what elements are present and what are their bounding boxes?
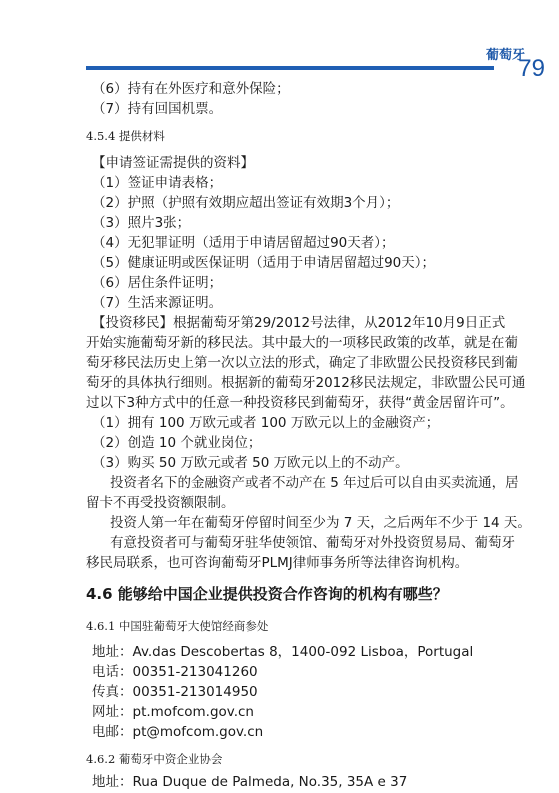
paragraph-line: 移民局联系，也可咨询葡萄牙PLMJ律师事务所等法律咨询机构。 xyxy=(86,555,469,571)
list-item: （2）创造 10 个就业岗位； xyxy=(92,435,262,451)
list-item: （6）居住条件证明； xyxy=(92,275,223,291)
list-item: （7）生活来源证明。 xyxy=(92,295,223,311)
section-heading-4-6-1: 4.6.1 中国驻葡萄牙大使馆经商参处 xyxy=(86,619,269,633)
header-rule xyxy=(86,66,494,70)
list-item: （1）拥有 100 万欧元或者 100 万欧元以上的金融资产； xyxy=(92,415,440,431)
investment-paragraph-line: 过以下3种方式中的任意一种投资移民到葡萄牙，获得“黄金居留许可”。 xyxy=(86,395,514,411)
page-number: 79 xyxy=(518,55,545,82)
contact-website: 网址：pt.mofcom.gov.cn xyxy=(92,704,254,720)
list-item: （3）照片3张； xyxy=(92,215,191,231)
investment-paragraph-line: 【投资移民】根据葡萄牙第29/2012号法律，从2012年10月9日正式 xyxy=(92,315,506,331)
section-heading-4-5-4: 4.5.4 提供材料 xyxy=(86,129,165,143)
list-item: （2）护照（护照有效期应超出签证有效期3个月）； xyxy=(92,195,400,211)
paragraph-line: 投资人第一年在葡萄牙停留时间至少为 7 天，之后两年不少于 14 天。 xyxy=(110,515,531,531)
contact-fax: 传真：00351-213014950 xyxy=(92,684,258,700)
investment-paragraph-line: 萄牙移民法历史上第一次以立法的形式，确定了非欧盟公民投资移民到葡 xyxy=(86,355,518,371)
paragraph-line: 投资者名下的金融资产或者不动产在 5 年过后可以自由买卖流通，居 xyxy=(110,475,519,491)
list-item: （1）签证申请表格； xyxy=(92,175,223,191)
investment-paragraph-line: 开始实施葡萄牙新的移民法。其中最大的一项移民政策的改革，就是在葡 xyxy=(86,335,518,351)
section-heading-4-6-2: 4.6.2 葡萄牙中资企业协会 xyxy=(86,752,223,766)
paragraph-line: 留卡不再受投资额限制。 xyxy=(86,495,235,511)
investment-paragraph-line: 萄牙的具体执行细则。根据新的葡萄牙2012移民法规定，非欧盟公民可通 xyxy=(86,375,526,391)
section-heading-4-6: 4.6 能够给中国企业提供投资合作咨询的机构有哪些？ xyxy=(86,585,448,603)
visa-materials-title: 【申请签证需提供的资料】 xyxy=(92,155,254,171)
contact-phone: 电话：00351-213041260 xyxy=(92,664,258,680)
list-item: （4）无犯罪证明（适用于申请居留超过90天者）； xyxy=(92,235,395,251)
contact-address: 地址：Av.das Descobertas 8，1400-092 Lisboa，Portugal xyxy=(92,644,474,660)
list-item: （5）健康证明或医保证明（适用于申请居留超过90天）； xyxy=(92,255,436,271)
list-item: （7）持有回国机票。 xyxy=(92,101,223,117)
running-header-country: 葡萄牙 xyxy=(485,48,525,63)
contact-address: 地址：Rua Duque de Palmeda, No.35, 35A e 37 xyxy=(92,774,408,790)
contact-email: 电邮：pt@mofcom.gov.cn xyxy=(92,724,264,740)
page-header xyxy=(0,0,559,80)
list-item: （6）持有在外医疗和意外保险； xyxy=(92,81,290,97)
list-item: （3）购买 50 万欧元或者 50 万欧元以上的不动产。 xyxy=(92,455,409,471)
paragraph-line: 有意投资者可与葡萄牙驻华使领馆、葡萄牙对外投资贸易局、葡萄牙 xyxy=(110,535,515,551)
